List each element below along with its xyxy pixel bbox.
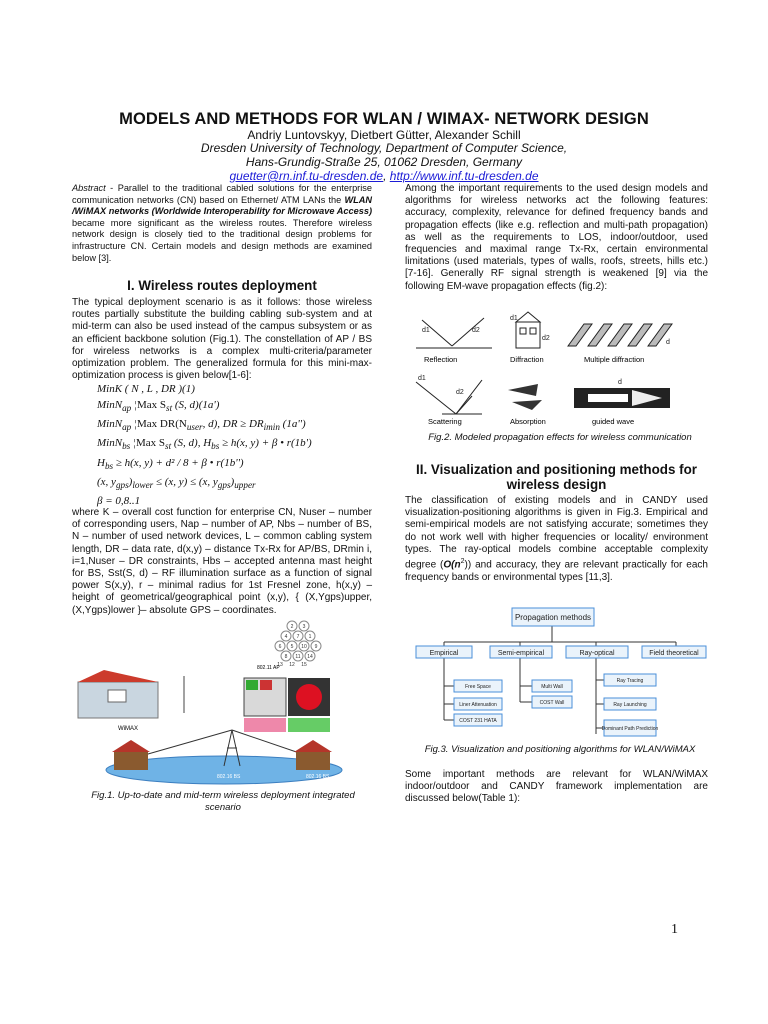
section-1-paragraph: The typical deployment scenario is as it follows: those wireless routes partially substitute the building cabling sub-system and at mid-term can also be used instead of the campus subsystem or as an efficient backbone solution (Fig.1). The constellation of AP / BS for wireless networks is a complex multi-criteria/parameter optimization problem. The generalized formula for this mini-max-optimization process is given below[1-6]: xyxy=(72,297,372,382)
figure-1-caption: Fig.1. Up-to-date and mid-term wireless deployment integrated scenario xyxy=(91,790,355,813)
figure-1-illustration xyxy=(74,618,370,788)
reflection-panel xyxy=(416,318,492,348)
paper-title: MODELS AND METHODS FOR WLAN / WIMAX- NETWORK DESIGN xyxy=(119,110,649,128)
hex-num: 1 xyxy=(308,634,312,640)
abstract-bold: WLAN /WiMAX networks (Worldwide Interoperability for Microwave Access) xyxy=(72,194,372,217)
complexity-O: O(n xyxy=(443,559,461,571)
campus-buildings xyxy=(78,670,158,718)
hex-num: 15 xyxy=(301,662,307,668)
fig2-label: Diffraction xyxy=(510,355,544,364)
right-column-paragraph: Among the important requirements to the used design models and algorithms for wireless networks act the following features: accuracy, complexity, relevance for defined frequency bands and propagation effects (like e.g. reflection and multi-path propagation) as well as the requirements to LOS, indoor/outdoor, used frequencies and maximal range Tx-Rx, certain environmental limitations (used materials, types of walls, roofs, streets, hills etc.) [7-16]. Generally RF signal strength is weakened [9] via the following EM-wave propagation effects (fig.2): xyxy=(405,183,708,292)
fig2-label: Scattering xyxy=(428,417,462,426)
d-label: d1 xyxy=(510,315,518,322)
abstract xyxy=(72,183,372,264)
diffraction-panel xyxy=(510,312,550,348)
email-link[interactable]: guetter@rn.inf.tu-dresden.de xyxy=(229,169,384,183)
fig2-label: Multiple diffraction xyxy=(584,355,645,364)
category-label: Ray-optical xyxy=(579,650,615,657)
abstract-text-2: became more significant as the wireless routes. Therefore wireless network design is closely tied to the traditional design problems for infrastructure CN. Certain models and design methods are examined below [3]. xyxy=(72,217,372,263)
wlan-panel xyxy=(244,678,330,732)
building-left xyxy=(114,752,148,770)
hex-num: 5 xyxy=(290,644,294,650)
hex-num: 8 xyxy=(284,654,288,660)
hex-num: 13 xyxy=(277,662,283,668)
affiliation-line-1: Dresden University of Technology, Department of Computer Science, xyxy=(200,141,568,155)
category-label: Empirical xyxy=(429,650,459,657)
formula-5: $H_{bs} \ge h(x$, y) + d² / 8 + β • r(1b'') xyxy=(97,456,244,471)
wlan-label: 802.11 AP xyxy=(257,665,280,671)
bs1-label: 802.16 BS xyxy=(217,774,241,780)
figure-2-illustration xyxy=(412,310,708,428)
authors: Andriy Luntovskyy, Dietbert Gütter, Alexander Schill xyxy=(247,128,521,142)
hex-num: 10 xyxy=(301,644,307,650)
d-label: d1 xyxy=(418,375,426,382)
d-label: d2 xyxy=(542,335,550,342)
hex-num: 2 xyxy=(290,624,294,630)
definitions-paragraph: where K – overall cost function for enterprise CN, Nuser – number of corresponding users, Nap – number of AP, Nbs – number of BS, N – number of used network devices, L – common cabling system length, DR – data rate, d(x,y) – distance Tx-Rx for AP/BS, DRmin i, i=1,Nuser – DR constraints, Hbs – accepted antenna mast height for BS, Sst(S, d) – RF illumination surface as a function of signal power S(x,y), r – minimal radius for 1st Fresnel zone, h(x,y) – height of geometrical/geographical point (x,y), { (X,Ygps)upper, (X,Ygps)lower }– absolute GPS – coordinates. xyxy=(72,507,372,616)
fig2-label: guided wave xyxy=(592,417,635,426)
figure-3-caption: Fig.3. Visualization and positioning algorithms for WLAN/WiMAX xyxy=(424,744,696,755)
method-label: COST Wall xyxy=(539,700,565,706)
page-number: 1 xyxy=(671,922,678,937)
building-right xyxy=(296,752,330,770)
scattering-panel xyxy=(416,375,482,414)
bs2-label: 802.16 BS xyxy=(306,774,330,780)
fig2-label: Reflection xyxy=(424,355,458,364)
section-2-heading: II. Visualization and positioning methods for wireless design xyxy=(416,462,697,492)
method-label: Dominant Path Prediction xyxy=(601,726,659,732)
d-label: d1 xyxy=(422,327,430,334)
absorption-panel xyxy=(508,384,542,410)
hex-num: 3 xyxy=(302,624,306,630)
formula-1: MinK ( N , L , DR )(1) xyxy=(97,383,195,395)
method-label: Ray Launching xyxy=(613,702,647,708)
hex-num: 7 xyxy=(296,634,300,640)
method-label: Ray Tracing xyxy=(616,678,644,684)
website-link[interactable]: http://www.inf.tu-dresden.de xyxy=(389,169,539,183)
method-label: Liner Attenuation xyxy=(459,702,497,708)
section-2-paragraph xyxy=(405,495,708,584)
figure-2-caption: Fig.2. Modeled propagation effects for wireless communication xyxy=(428,432,692,443)
category-label: Field theoretical xyxy=(649,650,699,657)
hex-num: 11 xyxy=(295,654,301,660)
hex-num: 6 xyxy=(278,644,282,650)
d-label: d2 xyxy=(456,389,464,396)
method-label: Free Space xyxy=(465,684,491,690)
formula-6: (x, $y_{gps})_{lower} \le (x$, y) ≤ (x, $y_{gps})_{upper}$ xyxy=(97,475,256,490)
root-label: Propagation methods xyxy=(514,613,592,622)
multiple-diffraction-panel xyxy=(568,324,672,346)
category-label: Semi-empirical xyxy=(497,650,545,657)
method-label: Multi Wall xyxy=(541,684,563,690)
d-label: d xyxy=(618,379,622,386)
formula-3: MinN$_{ap}$ ¦Max $DR(N_{user}$, d), DR ≥ $DR_{imin}$ (1a'') xyxy=(97,418,306,433)
formula-2: MinN$_{ap}$ ¦Max $S_{st}$ (S, d)(1a') xyxy=(97,399,220,414)
d-label: d xyxy=(666,339,670,346)
formula-4: MinN$_{bs}$ ¦Max $S_{st}$ (S, d), $H_{bs} \ge h(x$, y) + β • r(1b') xyxy=(97,437,312,452)
figure-3-diagram xyxy=(412,598,708,742)
hex-num: 4 xyxy=(284,634,288,640)
figure-3 xyxy=(412,598,708,742)
abstract-text-1: - Parallel to the traditional cabled solutions for the enterprise communication networks (CN) based on Ethernet/ ATM LANs the xyxy=(72,183,372,205)
section-2-text-1: The classification of existing models and in CANDY used visualization-positioning algorithms is given in Fig.3. Empirical and semi-empirical models are not satisfying accurate; sometimes they do not work well with higher frequencies or locality/ environment types. The ray-optical models combine acceptable complexity degree ( xyxy=(405,495,708,571)
fig2-label: Absorption xyxy=(510,417,546,426)
formula-block xyxy=(97,381,357,509)
hex-num: 12 xyxy=(289,662,295,668)
section-2-text-2: )) and accuracy, they are relevant practically for each frequency bands or environmental types [11,3]. xyxy=(405,559,708,583)
hex-num: 14 xyxy=(307,654,313,660)
link-separator: , xyxy=(383,169,390,183)
hex-num: 9 xyxy=(314,644,318,650)
abstract-label: Abstract xyxy=(72,183,106,193)
figure-2 xyxy=(412,310,708,428)
closing-paragraph: Some important methods are relevant for WLAN/WiMAX indoor/outdoor and CANDY framework implementation are discussed below(Table 1): xyxy=(405,769,708,805)
wimax-label: WiMAX xyxy=(118,726,138,732)
figure-1 xyxy=(74,618,370,788)
formula-7: β = 0,8..1 xyxy=(97,494,141,507)
method-label: COST 231 HATA xyxy=(459,718,497,724)
guided-wave-panel xyxy=(574,379,670,408)
section-1-heading: I. Wireless routes deployment xyxy=(127,278,317,293)
d-label: d2 xyxy=(472,327,480,334)
complexity-exponent: 2 xyxy=(460,558,465,566)
affiliation-line-2: Hans-Grundig-Straße 25, 01062 Dresden, Germany xyxy=(245,155,523,169)
link-left xyxy=(134,730,232,758)
contact-links xyxy=(0,169,768,183)
